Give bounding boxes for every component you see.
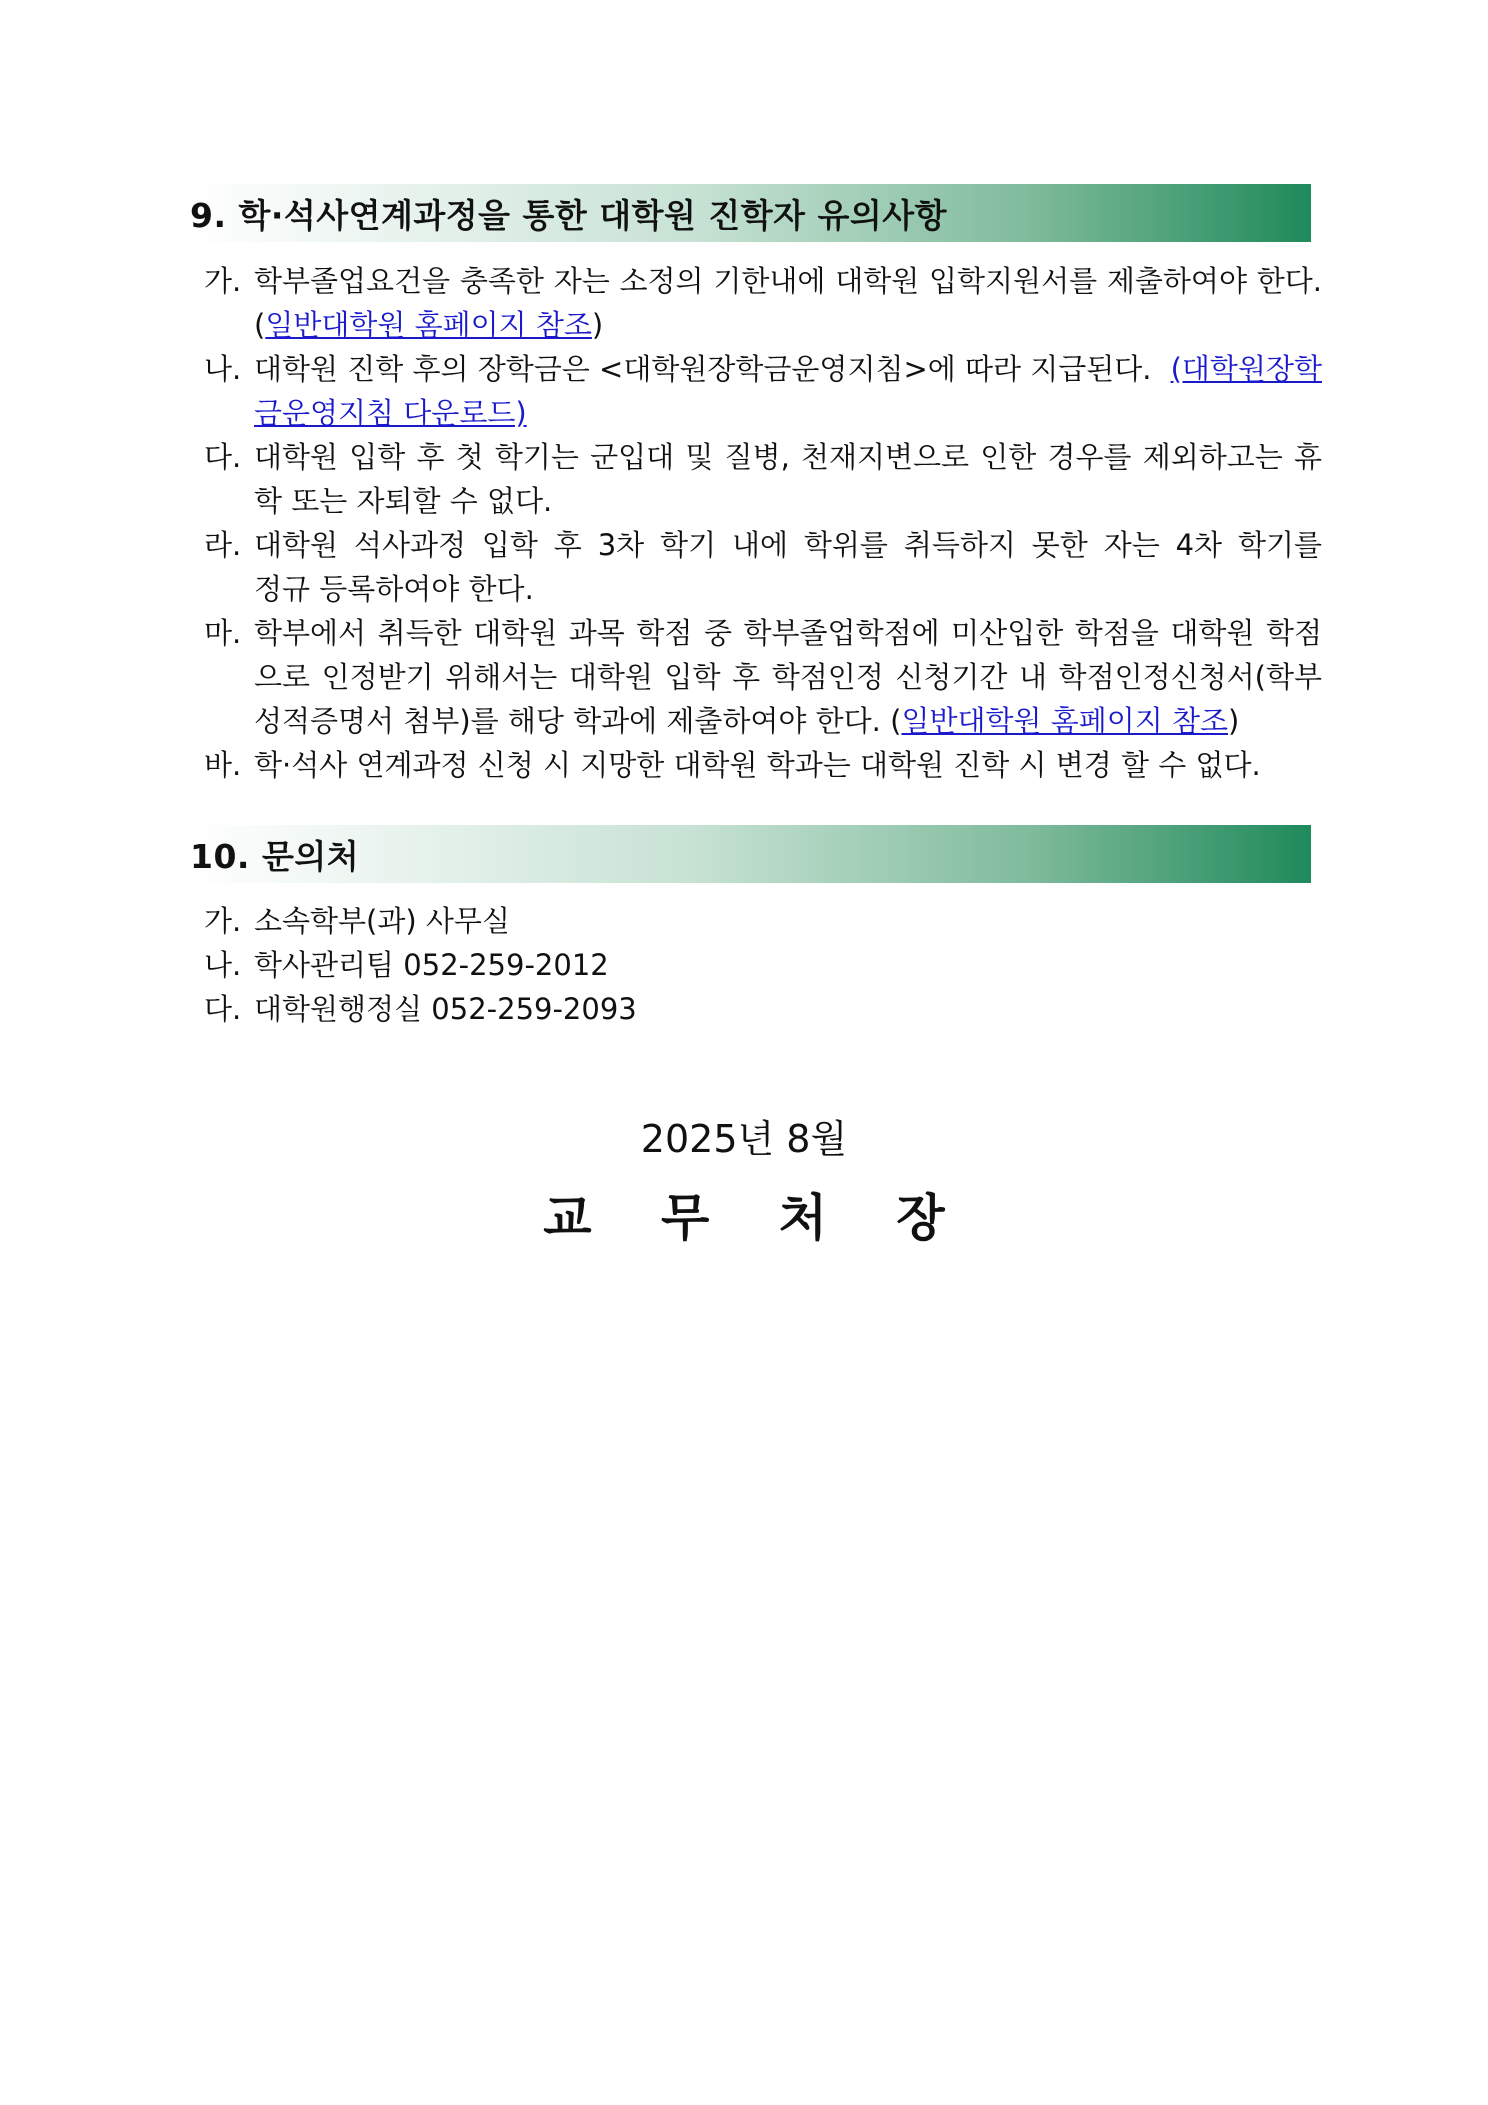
contact-academic-affairs: 학사관리팀 052-259-2012: [254, 948, 609, 982]
contact-office: 소속학부(과) 사무실: [254, 904, 510, 938]
item-marker: 가.: [204, 264, 242, 298]
section-10-list: [204, 899, 1322, 1031]
list-item: [204, 987, 1322, 1031]
item-marker: 다.: [204, 992, 242, 1026]
item-marker: 가.: [204, 904, 242, 938]
section-9-title: 9. 학·석사연계과정을 통한 대학원 진학자 유의사항: [190, 195, 948, 235]
item-text: 성적증명서 첨부)를 해당 학과에 제출하여야 한다.: [254, 704, 881, 738]
section-10-header: [186, 825, 1311, 883]
graduate-homepage-link[interactable]: 일반대학원 홈페이지 참조: [901, 704, 1229, 738]
item-text: 학·석사 연계과정 신청 시 지망한 대학원 학과는 대학원 진학 시 변경 할 수 없다.: [254, 748, 1261, 782]
item-text: 학부졸업요건을 충족한 자는 소정의 기한내에 대학원 입학지원서를 제출하여야 한다.: [254, 264, 1322, 298]
item-text: 학부에서 취득한 대학원 과목 학점 중 학부졸업학점에 미산입한 학점을 대학원 학점: [254, 616, 1322, 650]
item-text: 대학원 석사과정 입학 후 3차 학기 내에 학위를 취득하지 못한 자는 4차 학기를: [254, 528, 1322, 562]
graduate-homepage-link[interactable]: 일반대학원 홈페이지 참조: [265, 308, 592, 342]
item-text: 정규 등록하여야 한다.: [254, 572, 534, 606]
document-date: 2025년 8월: [640, 1117, 848, 1161]
section-9-header: [186, 184, 1311, 242]
contact-graduate-office: 대학원행정실 052-259-2093: [254, 992, 637, 1026]
item-marker: 나.: [204, 948, 242, 982]
section-9-list: [204, 259, 1322, 787]
list-item: [204, 435, 1322, 523]
list-item: [204, 899, 1322, 943]
item-text: 학 또는 자퇴할 수 없다.: [254, 484, 553, 518]
item-text: 대학원 진학 후의 장학금은 <대학원장학금운영지침>에 따라 지급된다.: [254, 352, 1152, 386]
scholarship-guideline-download-link[interactable]: (대학원장학: [1170, 352, 1322, 386]
item-marker: 바.: [204, 748, 242, 782]
issuer-signature: 교 무 처 장: [543, 1189, 971, 1247]
scholarship-guideline-download-link-cont[interactable]: 금운영지침 다운로드): [254, 396, 527, 430]
list-item: [204, 347, 1322, 435]
item-marker: 마.: [204, 616, 242, 650]
item-marker: 다.: [204, 440, 242, 474]
list-item: [204, 943, 1322, 987]
list-item: [204, 523, 1322, 611]
list-item: [204, 743, 1322, 787]
item-text: 으로 인정받기 위해서는 대학원 입학 후 학점인정 신청기간 내 학점인정신청서(학부: [254, 660, 1322, 694]
list-item: 마. 학부에서 취득한 대학원 과목 학점 중 학부졸업학점에 미산입한 학점을 대학원 학점 으로 인정받기 위해서는 대학원 입학 후 학점인정 신청기간 내 학점인정신청서(학부 성적증명서 첨부)를 해당 학과에 제출하여야 한다. (일반대학원 홈페이지 참조): [204, 611, 1322, 743]
section-10-title: 10. 문의처: [190, 836, 360, 876]
item-marker: 나.: [204, 352, 242, 386]
item-marker: 라.: [204, 528, 242, 562]
list-item: 가. 학부졸업요건을 충족한 자는 소정의 기한내에 대학원 입학지원서를 제출하여야 한다. (일반대학원 홈페이지 참조): [204, 259, 1322, 347]
item-text: 대학원 입학 후 첫 학기는 군입대 및 질병, 천재지변으로 인한 경우를 제외하고는 휴: [254, 440, 1322, 474]
